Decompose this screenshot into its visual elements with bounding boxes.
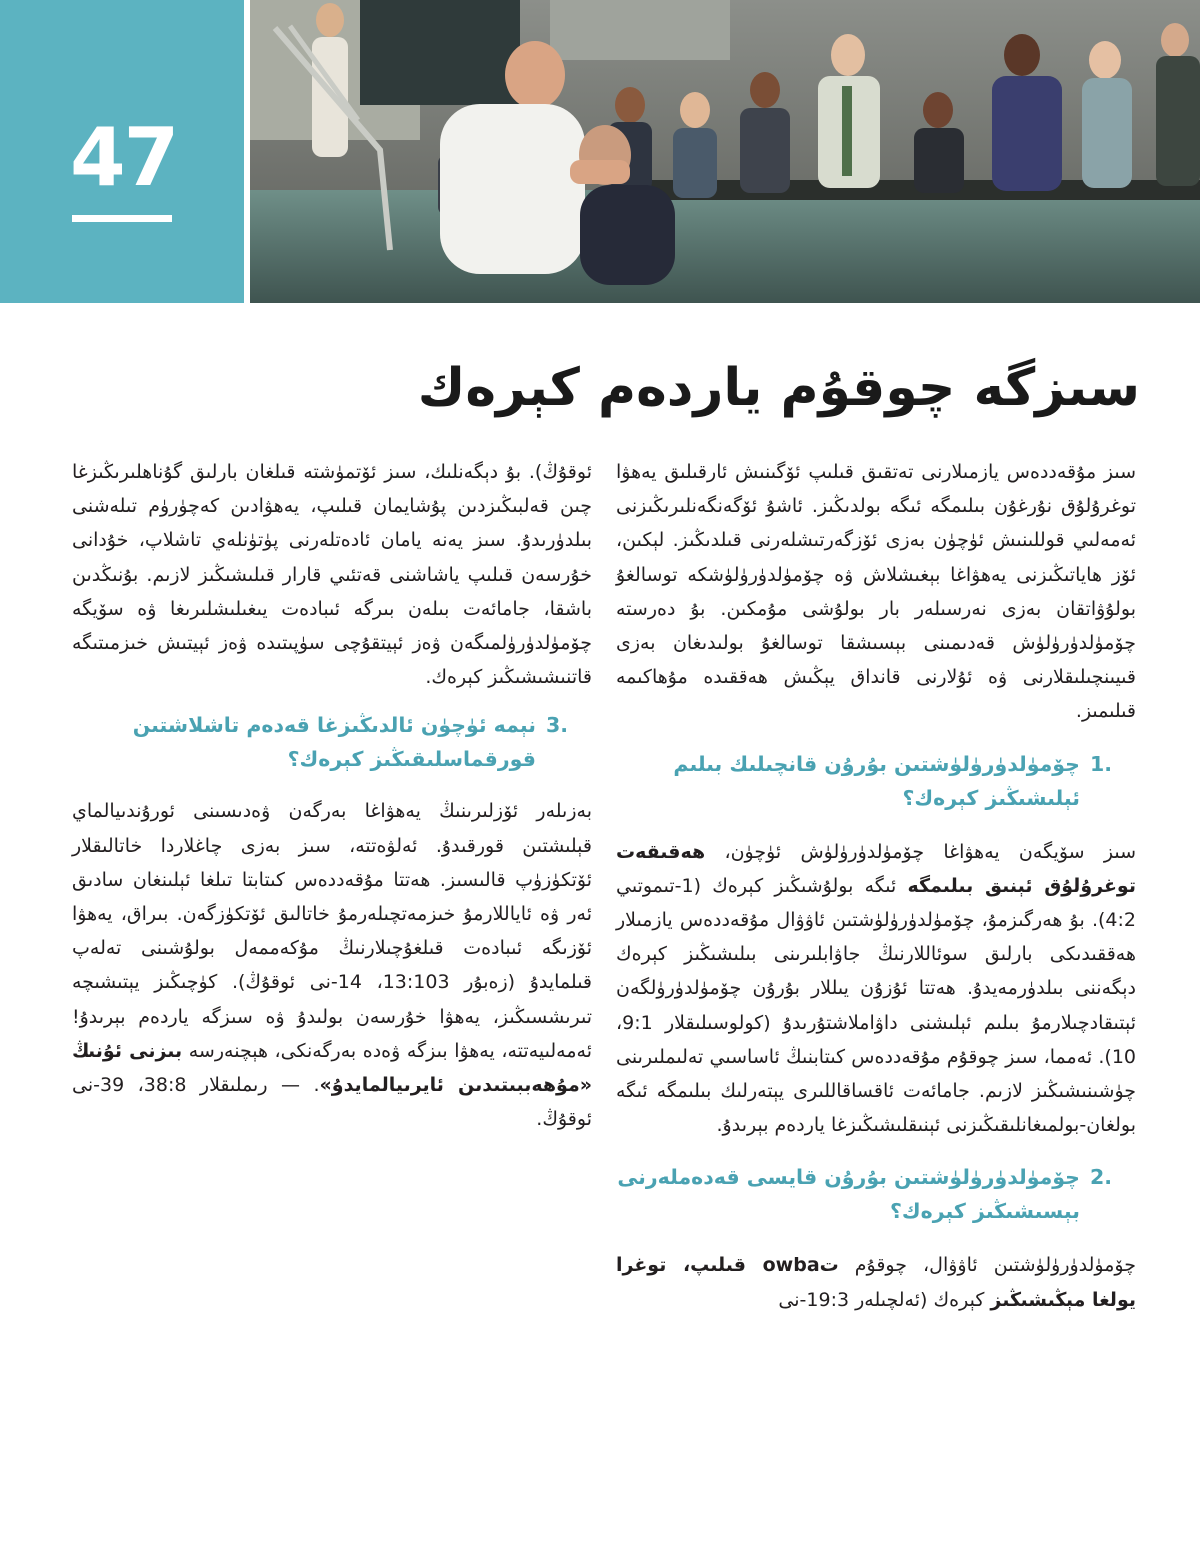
answer-text: كېرەك (ئەلچىلەر 19:3-نى (778, 1288, 991, 1311)
question-text: نېمە ئۈچۈن ئالدىڭىزغا قەدەم تاشلاشتىن قورقماسلىقىڭىز كېرەك؟ (132, 713, 536, 772)
answer-3-paragraph (72, 794, 592, 1136)
intro-paragraph: سىز مۇقەددەس يازمىلارنى تەتقىق قىلىپ ئۆگىنىش ئارقىلىق يەھۋا توغرۇلۇق نۇرغۇن بىلىمگە ئىگە بولدىڭىز. ئاشۇ ئۆگەنگەنلىرىڭىزنى ئەمەلىي قوللىنىش ئۈچۈن بەزى ئۆزگەرتىشلەرنى قىلدىڭىز. لېكىن، ئۆز ھاياتىڭىزنى يەھۋاغا بېغىشلاش ۋە چۆمۈلدۈرۈلۈشكە توسالغۇ بولۇۋاتقان بەزى نەرسىلەر بار بولۇشى مۇمكىن. بۇ دەرستە چۆمۈلدۈرۈلۈش قەدىمىنى بېسىشقا توسالغۇ بولىدىغان بەزى قىيىنچىلىقلارنى ۋە ئۇلارنى قانداق يېڭىش ھەققىدە مۇھاكىمە قىلىمىز. (616, 461, 1136, 723)
question-3 (72, 708, 592, 776)
left-column (72, 455, 592, 1136)
answer-emphasis: تowba قىلىپ، توغرا يولغا مېڭىشىڭىز (616, 1254, 1136, 1311)
question-1 (616, 747, 1136, 815)
question-2 (616, 1160, 1136, 1228)
question-number: .1 (1089, 751, 1112, 776)
answer-2-paragraph (616, 1248, 1136, 1316)
answer-text: بەزىلەر ئۆزلىرىنىڭ يەھۋاغا بەرگەن ۋەدىسىنى ئورۇندىيالماي قېلىشتىن قورقىدۇ. ئەلۋەتتە، سىز بەزى چاغلاردا خاتالىقلار ئۆتكۈزۈپ قالىسىز. ھەتتا مۇقەددەس كىتابتا تىلغا ئېلىنغان سادىق ئەر ۋە ئاياللارمۇ خىزمەتچىلەرمۇ خاتالىق ئۆتكۈزگەن. بىراق، يەھۋا ئۆزىگە ئىبادەت قىلغۇچىلارنىڭ مۇكەممەل بولۇشىنى تەلەپ قىلمايدۇ (زەبۇر 13:103، 14-نى ئوقۇڭ). كۈچىڭىز يېتىشىچە تىرىشسىڭىز، يەھۋا خۇرسەن بولىدۇ ۋە سىزگە ياردەم بېرىدۇ! ئەمەلىيەتتە، يەھۋا بىزگە ۋەدە بەرگەنكى، ھېچنەرسە (72, 800, 593, 1062)
baptism-photo (250, 0, 1200, 303)
answer-text: سىز سۆيگەن يەھۋاغا چۆمۈلدۈرۈلۈش ئۈچۈن، (705, 840, 1136, 863)
question-text: چۆمۈلدۈرۈلۈشتىن بۇرۇن قايسى قەدەملەرنى بېسىشىڭىز كېرەك؟ (617, 1165, 1080, 1224)
answer-1-paragraph (616, 835, 1136, 1143)
right-column (616, 455, 1136, 1317)
answer-text: . — رىملىقلار 38:8، 39-نى ئوقۇڭ. (72, 1074, 592, 1131)
lesson-number: 47 (70, 111, 178, 204)
lesson-title: سىزگە چوقۇم ياردەم كېرەك (417, 358, 1140, 418)
answer-2-continued-paragraph: ئوقۇڭ). بۇ دېگەنلىك، سىز ئۆتمۈشتە قىلغان بارلىق گۇناھلىرىڭىزغا چىن قەلبىڭىزدىن پۇشايمان قىلىپ، يەھۋادىن كەچۈرۈم تىلەشنى بىلدۈرىدۇ. سىز يەنە يامان ئادەتلەرنى پۈتۈنلەي تاشلاپ، خۇدانى خۇرسەن قىلىپ ياشاشنى قەتئىي قارار قىلىشىڭىز لازىم. بۇنىڭدىن باشقا، جامائەت بىلەن بىرگە ئىبادەت يىغىلىشلىرىغا ۋە سۆيگە چۆمۈلدۈرۈلمىگەن ۋەز ئېيتقۇچى سۈپىتىدە ۋەز ئېيتىش خىزمىتىگە قاتنىشىشىڭىز كېرەك. (72, 461, 592, 689)
question-number: .2 (1089, 1165, 1112, 1190)
answer-emphasis: ھەقىقەت توغرۇلۇق ئېنىق بىلىمگە (616, 840, 1136, 897)
lesson-number-block (0, 0, 244, 303)
lesson-number-underline (72, 215, 172, 222)
answer-emphasis: بىزنى ئۇنىڭ «مۇھەببىتىدىن ئايرىيالمايدۇ» (72, 1039, 593, 1097)
question-text: چۆمۈلدۈرۈلۈشتىن بۇرۇن قانچىلىك بىلىم ئېلىشىڭىز كېرەك؟ (673, 751, 1080, 810)
answer-text: چۆمۈلدۈرۈلۈشتىن ئاۋۋال، چوقۇم (838, 1254, 1136, 1277)
answer-text: ئىگە بولۇشىڭىز كېرەك (1-تىموتىي 4:2). بۇ ھەرگىزمۇ، چۆمۈلدۈرۈلۈشتىن ئاۋۋال مۇقەددەس يازمىلار ھەققىدىكى بارلىق سوئاللارنىڭ جاۋابلىرىنى بىلىشىڭىز كېرەك دېگەننى بىلدۈرمەيدۇ. ھەتتا ئۇزۇن يىللار بۇرۇن چۆمۈلدۈرۈلگەن ئېتىقادچىلارمۇ بىلىم ئېلىشنى داۋاملاشتۇرىدۇ (كولوسىلىقلار 9:1، 10). ئەمما، سىز چوقۇم مۇقەددەس كىتابنىڭ ئاساسىي تەلىملىرىنى چۈشىنىشىڭىز لازىم. جامائەت ئاقساقاللىرى يېتەرلىك بىلىمگە ئىگە بولغان-بولمىغانلىقىڭىزنى ئېنىقلىشىڭىزغا ياردەم بېرىدۇ. (616, 874, 1136, 1137)
question-number: .3 (545, 713, 568, 738)
